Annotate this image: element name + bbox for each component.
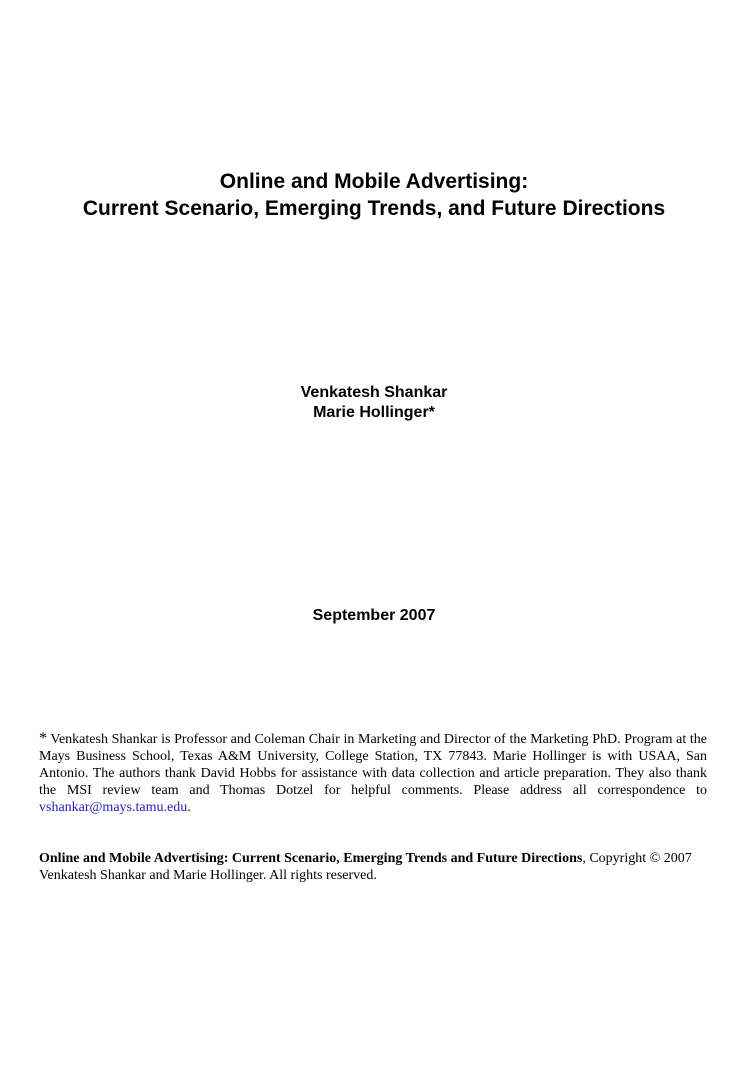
email-link[interactable]: vshankar@mays.tamu.edu bbox=[39, 800, 188, 815]
copyright-notice bbox=[39, 850, 707, 884]
author-list bbox=[0, 383, 748, 423]
title-line-2: Current Scenario, Emerging Trends, and Future Directions bbox=[82, 197, 666, 220]
copyright-title: Online and Mobile Advertising: Current Scenario, Emerging Trends and Future Directions bbox=[39, 851, 583, 866]
author-name: Venkatesh Shankar bbox=[300, 384, 448, 401]
publication-date: September 2007 bbox=[312, 607, 436, 624]
author-footnote bbox=[39, 730, 707, 816]
footnote-end: . bbox=[187, 800, 191, 815]
author-name: Marie Hollinger* bbox=[313, 404, 435, 421]
copyright-text: , Copyright © 2007 Venkatesh Shankar and Marie Hollinger. All rights reserved. bbox=[39, 851, 692, 883]
footnote-marker: * bbox=[39, 730, 47, 747]
paper-title bbox=[0, 168, 748, 222]
title-line-1: Online and Mobile Advertising: bbox=[219, 170, 529, 193]
footnote-text: Venkatesh Shankar is Professor and Coleman Chair in Marketing and Director of the Marketing PhD. Program at the Mays Business School, Texas A&M University, College Station, TX 77843. Marie Hollinger is with USAA, San Antonio. The authors thank David Hobbs for assistance with data collection and article preparation. They also thank the MSI review team and Thomas Dotzel for helpful comments. Please address all correspondence to bbox=[39, 732, 707, 798]
